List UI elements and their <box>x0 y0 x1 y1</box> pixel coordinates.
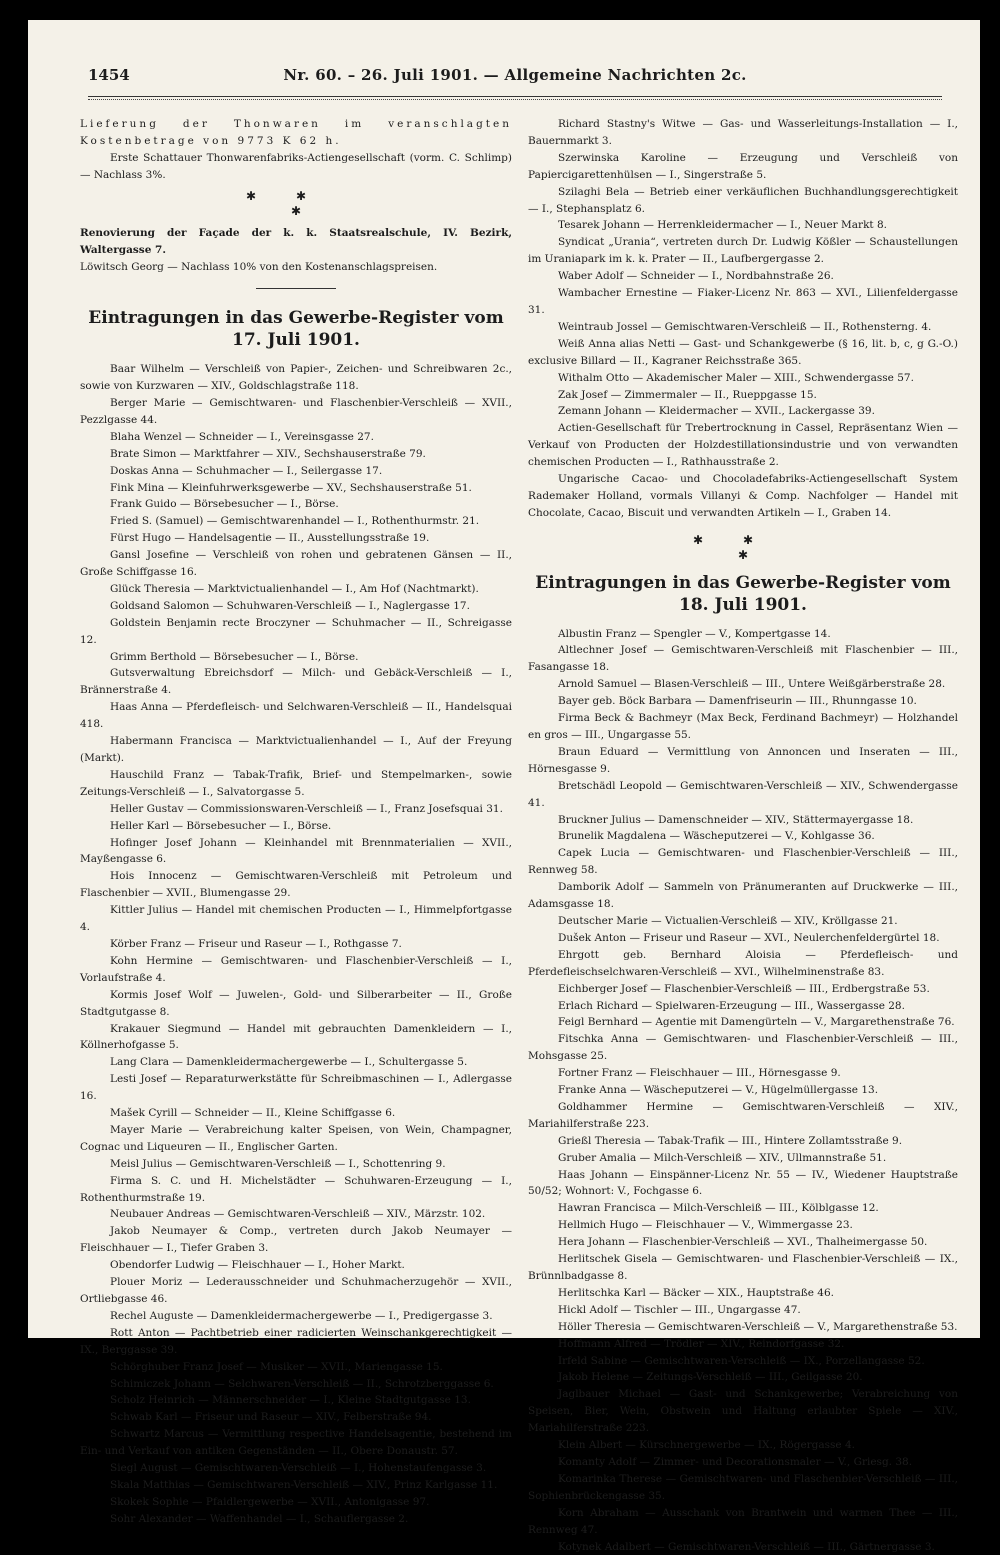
register-entry: Herlitschka Karl — Bäcker — XIX., Hauptstraße 46. <box>528 1285 958 1302</box>
register-entry: Tesarek Johann — Herrenkleidermacher — I., Neuer Markt 8. <box>528 217 958 234</box>
register-entry: Glück Theresia — Marktvictualienhandel — I., Am Hof (Nachtmarkt). <box>80 581 512 598</box>
register-entry: Zemann Johann — Kleidermacher — XVII., Lackergasse 39. <box>528 403 958 420</box>
register-entry: Richard Stastny's Witwe — Gas- und Wasserleitungs-Installation — I., Bauernmarkt 3. <box>528 116 958 150</box>
register-entry: Obendorfer Ludwig — Fleischhauer — I., Hoher Markt. <box>80 1257 512 1274</box>
register-entry: Hois Innocenz — Gemischtwaren-Verschleiß mit Petroleum und Flaschenbier — XVII., Blumengasse 29. <box>80 868 512 902</box>
register-entry: Wambacher Ernestine — Fiaker-Licenz Nr. 863 — XVI., Lilienfeldergasse 31. <box>528 285 958 319</box>
renovation-line: Löwitsch Georg — Nachlass 10% von den Kostenanschlagspreisen. <box>80 259 512 276</box>
register-entry: Haas Anna — Pferdefleisch- und Selchwaren-Verschleiß — II., Handelsquai 418. <box>80 699 512 733</box>
register-entry: Weiß Anna alias Netti — Gast- und Schankgewerbe (§ 16, lit. b, c, g G.-O.) exclusive Billard — II., Kagraner Reichsstraße 365. <box>528 336 958 370</box>
register-entry: Bretschädl Leopold — Gemischtwaren-Verschleiß — XIV., Schwendergasse 41. <box>528 778 958 812</box>
register-entry: Frank Guido — Börsebesucher — I., Börse. <box>80 496 512 513</box>
register-entry: Fürst Hugo — Handelsagentie — II., Ausstellungsstraße 19. <box>80 530 512 547</box>
register-entry: Hawran Francisca — Milch-Verschleiß — III., Kölblgasse 12. <box>528 1200 958 1217</box>
register-entry: Meisl Julius — Gemischtwaren-Verschleiß — I., Schottenring 9. <box>80 1156 512 1173</box>
register-entry: Weintraub Jossel — Gemischtwaren-Verschleiß — II., Rothensterng. 4. <box>528 319 958 336</box>
header-rule <box>88 96 942 97</box>
newspaper-page <box>28 20 980 1338</box>
register-entry: Goldsand Salomon — Schuhwaren-Verschleiß — I., Naglergasse 17. <box>80 598 512 615</box>
register-entry: Rott Anton — Pachtbetrieb einer radicierten Weinschankgerechtigkeit — IX., Berggasse 39. <box>80 1325 512 1359</box>
register-entry: Sohr Alexander — Waffenhandel — I., Schauflergasse 2. <box>80 1511 512 1528</box>
register-entry: Blaha Wenzel — Schneider — I., Vereinsgasse 27. <box>80 429 512 446</box>
register-entry: Mayer Marie — Verabreichung kalter Speisen, von Wein, Champagner, Cognac und Liqueuren — II., Englischer Garten. <box>80 1122 512 1156</box>
register-entry: Irfeld Sabine — Gemischtwaren-Verschleiß — IX., Porzellangasse 52. <box>528 1353 958 1370</box>
register-entry: Kohn Hermine — Gemischtwaren- und Flaschenbier-Verschleiß — I., Vorlaufstraße 4. <box>80 953 512 987</box>
register-entry: Braun Eduard — Vermittlung von Annoncen und Inseraten — III., Hörnesgasse 9. <box>528 744 958 778</box>
register-entry: Firma S. C. und H. Michelstädter — Schuhwaren-Erzeugung — I., Rothenthurmstraße 19. <box>80 1173 512 1207</box>
entry-list <box>528 116 958 522</box>
register-entry: Schwab Karl — Friseur und Raseur — XIV., Felberstraße 94. <box>80 1409 512 1426</box>
left-column <box>80 116 512 1528</box>
register-entry: Actien-Gesellschaft für Trebertrocknung in Cassel, Repräsentanz Wien — Verkauf von Producten der Holzdestillationsindustrie und von verwandten chemischen Producten — I., Rathhausstraße 2. <box>528 420 958 471</box>
register-entry: Ungarische Cacao- und Chocoladefabriks-Actiengesellschaft System Rademaker Holland, vormals Villanyi & Comp. Nachfolger — Handel mit Chocolate, Cacao, Biscuit und verwandten Artikeln — I., Graben 14. <box>528 471 958 522</box>
register-entry: Habermann Francisca — Marktvictualienhandel — I., Auf der Freyung (Markt). <box>80 733 512 767</box>
register-entry: Fried S. (Samuel) — Gemischtwarenhandel — I., Rothenthurmstr. 21. <box>80 513 512 530</box>
asterism: ✱✱ <box>80 188 512 205</box>
register-entry: Altlechner Josef — Gemischtwaren-Verschleiß mit Flaschenbier — III., Fasangasse 18. <box>528 642 958 676</box>
register-entry: Bayer geb. Böck Barbara — Damenfriseurin — III., Rhunngasse 10. <box>528 693 958 710</box>
register-entry: Deutscher Marie — Victualien-Verschleiß — XIV., Kröllgasse 21. <box>528 913 958 930</box>
register-entry: Goldstein Benjamin recte Broczyner — Schuhmacher — II., Schreigasse 12. <box>80 615 512 649</box>
register-entry: Scholz Heinrich — Männerschneider — I., Kleine Stadtgutgasse 13. <box>80 1392 512 1409</box>
register-entry: Schörghuber Franz Josef — Musiker — XVII., Mariengasse 15. <box>80 1359 512 1376</box>
register-entry: Withalm Otto — Akademischer Maler — XIII., Schwendergasse 57. <box>528 370 958 387</box>
register-entry: Fortner Franz — Fleischhauer — III., Hörnesgasse 9. <box>528 1065 958 1082</box>
register-entry: Kormis Josef Wolf — Juwelen-, Gold- und Silberarbeiter — II., Große Stadtgutgasse 8. <box>80 987 512 1021</box>
register-entry: Rechel Auguste — Damenkleidermachergewerbe — I., Predigergasse 3. <box>80 1308 512 1325</box>
register-entry: Korn Abraham — Ausschank von Brantwein und warmen Thee — III., Rennweg 47. <box>528 1505 958 1539</box>
register-entry: Körber Franz — Friseur und Raseur — I., Rothgasse 7. <box>80 936 512 953</box>
entry-list <box>80 361 512 1528</box>
register-entry: Doskas Anna — Schuhmacher — I., Seilergasse 17. <box>80 463 512 480</box>
register-entry: Damborik Adolf — Sammeln von Pränumeranten auf Druckwerke — III., Adamsgasse 18. <box>528 879 958 913</box>
register-entry: Szerwinska Karoline — Erzeugung und Verschleiß von Papiercigarettenhülsen — I., Singerstraße 5. <box>528 150 958 184</box>
register-entry: Hickl Adolf — Tischler — III., Ungargasse 47. <box>528 1302 958 1319</box>
register-entry: Fink Mina — Kleinfuhrwerksgewerbe — XV., Sechshauserstraße 51. <box>80 480 512 497</box>
register-entry: Ehrgott geb. Bernhard Aloisia — Pferdefleisch- und Pferdefleischselchwaren-Verschleiß — XVI., Wilhelminenstraße 83. <box>528 947 958 981</box>
register-entry: Skokek Sophie — Pfaidlergewerbe — XVII., Antonigasse 97. <box>80 1494 512 1511</box>
register-entry: Klein Albert — Kürschnergewerbe — IX., Rögergasse 4. <box>528 1437 958 1454</box>
register-entry: Höller Theresia — Gemischtwaren-Verschleiß — V., Margarethenstraße 53. <box>528 1319 958 1336</box>
register-entry: Goldhammer Hermine — Gemischtwaren-Verschleiß — XIV., Mariahilferstraße 223. <box>528 1099 958 1133</box>
register-entry: Schimiczek Johann — Selchwaren-Verschleiß — II., Schrotzberggasse 6. <box>80 1376 512 1393</box>
register-entry: Grießl Theresia — Tabak-Trafik — III., Hintere Zollamtsstraße 9. <box>528 1133 958 1150</box>
entry-list <box>528 626 958 1555</box>
register-entry: Berger Marie — Gemischtwaren- und Flaschenbier-Verschleiß — XVII., Pezzlgasse 44. <box>80 395 512 429</box>
register-entry: Feigl Bernhard — Agentie mit Damengürteln — V., Margarethenstraße 76. <box>528 1014 958 1031</box>
register-entry: Heller Karl — Börsebesucher — I., Börse. <box>80 818 512 835</box>
register-entry: Hoffmann Alfred — Trödler — XIV., Reindorfgasse 32. <box>528 1336 958 1353</box>
register-entry: Schwartz Marcus — Vermittlung respective Handelsagentie, bestehend im Ein- und Verkauf von antiken Gegenständen — II., Obere Donaustr. 57. <box>80 1426 512 1460</box>
register-entry: Gruber Amalia — Milch-Verschleiß — XIV., Ullmannstraße 51. <box>528 1150 958 1167</box>
register-entry: Krakauer Siegmund — Handel mit gebrauchten Damenkleidern — I., Köllnerhofgasse 5. <box>80 1021 512 1055</box>
renovation-title: Renovierung der Façade der k. k. Staatsrealschule, IV. Bezirk, Waltergasse 7. <box>80 225 512 259</box>
register-entry: Hera Johann — Flaschenbier-Verschleiß — XVI., Thalheimergasse 50. <box>528 1234 958 1251</box>
register-entry: Gutsverwaltung Ebreichsdorf — Milch- und Gebäck-Verschleiß — I., Brännerstraße 4. <box>80 665 512 699</box>
header-rule-dotted <box>88 99 942 100</box>
register-entry: Dušek Anton — Friseur und Raseur — XVI., Neulerchenfeldergürtel 18. <box>528 930 958 947</box>
register-entry: Capek Lucia — Gemischtwaren- und Flaschenbier-Verschleiß — III., Rennweg 58. <box>528 845 958 879</box>
register-entry: Arnold Samuel — Blasen-Verschleiß — III., Untere Weißgärberstraße 28. <box>528 676 958 693</box>
register-entry: Gansl Josefine — Verschleiß von rohen und gebratenen Gänsen — II., Große Schiffgasse 16. <box>80 547 512 581</box>
register-entry: Jaglbauer Michael — Gast- und Schankgewerbe; Verabreichung von Speisen, Bier, Wein, Obstwein und Haltung erlaubter Spiele — XIV., Mariahilferstraße 223. <box>528 1386 958 1437</box>
register-entry: Komarinka Therese — Gemischtwaren- und Flaschenbier-Verschleiß — III., Sophienbrückengasse 35. <box>528 1471 958 1505</box>
register-entry: Jakob Neumayer & Comp., vertreten durch Jakob Neumayer — Fleischhauer — I., Tiefer Graben 3. <box>80 1223 512 1257</box>
register-entry: Kittler Julius — Handel mit chemischen Producten — I., Himmelpfortgasse 4. <box>80 902 512 936</box>
register-entry: Lang Clara — Damenkleidermachergewerbe — I., Schultergasse 5. <box>80 1054 512 1071</box>
register-entry: Herlitschek Gisela — Gemischtwaren- und Flaschenbier-Verschleiß — IX., Brünnlbadgasse 8. <box>528 1251 958 1285</box>
running-title: Nr. 60. – 26. Juli 1901. — Allgemeine Nachrichten 2c. <box>88 66 942 84</box>
register-entry: Plouer Moriz — Lederausschneider und Schuhmacherzugehör — XVII., Ortliebgasse 46. <box>80 1274 512 1308</box>
intro-line: Erste Schattauer Thonwarenfabriks-Actiengesellschaft (vorm. C. Schlimp) — Nachlass 3%. <box>80 150 512 184</box>
section-title: Eintragungen in das Gewerbe-Register vom 18. Juli 1901. <box>528 572 958 616</box>
asterism: ✱ <box>80 203 512 220</box>
register-entry: Waber Adolf — Schneider — I., Nordbahnstraße 26. <box>528 268 958 285</box>
register-entry: Lesti Josef — Reparaturwerkstätte für Schreibmaschinen — I., Adlergasse 16. <box>80 1071 512 1105</box>
register-entry: Zak Josef — Zimmermaler — II., Rueppgasse 15. <box>528 387 958 404</box>
register-entry: Syndicat „Urania“, vertreten durch Dr. Ludwig Kößler — Schaustellungen im Uraniapark im k. k. Prater — II., Laufbergergasse 2. <box>528 234 958 268</box>
register-entry: Franke Anna — Wäscheputzerei — V., Hügelmüllergasse 13. <box>528 1082 958 1099</box>
register-entry: Brunelik Magdalena — Wäscheputzerei — V., Kohlgasse 36. <box>528 828 958 845</box>
page-number: 1454 <box>88 66 130 84</box>
register-entry: Erlach Richard — Spielwaren-Erzeugung — III., Wassergasse 28. <box>528 998 958 1015</box>
register-entry: Neubauer Andreas — Gemischtwaren-Verschleiß — XIV., Märzstr. 102. <box>80 1206 512 1223</box>
asterism: ✱✱ <box>528 532 958 549</box>
register-entry: Kotynek Adalbert — Gemischtwaren-Verschleiß — III., Gärtnergasse 3. <box>528 1539 958 1555</box>
intro-line: Lieferung der Thonwaren im veranschlagten Kostenbetrage von 9773 K 62 h. <box>80 116 512 150</box>
register-entry: Skala Matthias — Gemischtwaren-Verschleiß — XIV., Prinz Karlgasse 11. <box>80 1477 512 1494</box>
register-entry: Mašek Cyrill — Schneider — II., Kleine Schiffgasse 6. <box>80 1105 512 1122</box>
register-entry: Fitschka Anna — Gemischtwaren- und Flaschenbier-Verschleiß — III., Mohsgasse 25. <box>528 1031 958 1065</box>
register-entry: Firma Beck & Bachmeyr (Max Beck, Ferdinand Bachmeyr) — Holzhandel en gros — III., Ungargasse 55. <box>528 710 958 744</box>
register-entry: Komanty Adolf — Zimmer- und Decorationsmaler — V., Griesg. 38. <box>528 1454 958 1471</box>
right-column <box>528 116 958 1555</box>
register-entry: Heller Gustav — Commissionswaren-Verschleiß — I., Franz Josefsquai 31. <box>80 801 512 818</box>
register-entry: Jakob Helene — Zeitungs-Verschleiß — III., Geilgasse 20. <box>528 1369 958 1386</box>
register-entry: Baar Wilhelm — Verschleiß von Papier-, Zeichen- und Schreibwaren 2c., sowie von Kurzwaren — XIV., Goldschlagstraße 118. <box>80 361 512 395</box>
page-header <box>88 66 942 92</box>
register-entry: Szilaghi Bela — Betrieb einer verkäuflichen Buchhandlungsgerechtigkeit — I., Stephansplatz 6. <box>528 184 958 218</box>
register-entry: Hauschild Franz — Tabak-Trafik, Brief- und Stempelmarken-, sowie Zeitungs-Verschleiß — I., Salvatorgasse 5. <box>80 767 512 801</box>
separator-rule <box>256 288 336 289</box>
register-entry: Hofinger Josef Johann — Kleinhandel mit Brennmaterialien — XVII., Mayßengasse 6. <box>80 835 512 869</box>
register-entry: Eichberger Josef — Flaschenbier-Verschleiß — III., Erdbergstraße 53. <box>528 981 958 998</box>
register-entry: Siegl August — Gemischtwaren-Verschleiß — I., Hohenstaufengasse 3. <box>80 1460 512 1477</box>
section-title: Eintragungen in das Gewerbe-Register vom 17. Juli 1901. <box>80 307 512 351</box>
register-entry: Hellmich Hugo — Fleischhauer — V., Wimmergasse 23. <box>528 1217 958 1234</box>
register-entry: Grimm Berthold — Börsebesucher — I., Börse. <box>80 649 512 666</box>
register-entry: Haas Johann — Einspänner-Licenz Nr. 55 — IV., Wiedener Hauptstraße 50/52; Wohnort: V., Fochgasse 6. <box>528 1167 958 1201</box>
register-entry: Albustin Franz — Spengler — V., Kompertgasse 14. <box>528 626 958 643</box>
register-entry: Brate Simon — Marktfahrer — XIV., Sechshauserstraße 79. <box>80 446 512 463</box>
register-entry: Bruckner Julius — Damenschneider — XIV., Stättermayergasse 18. <box>528 812 958 829</box>
asterism: ✱ <box>528 547 958 564</box>
